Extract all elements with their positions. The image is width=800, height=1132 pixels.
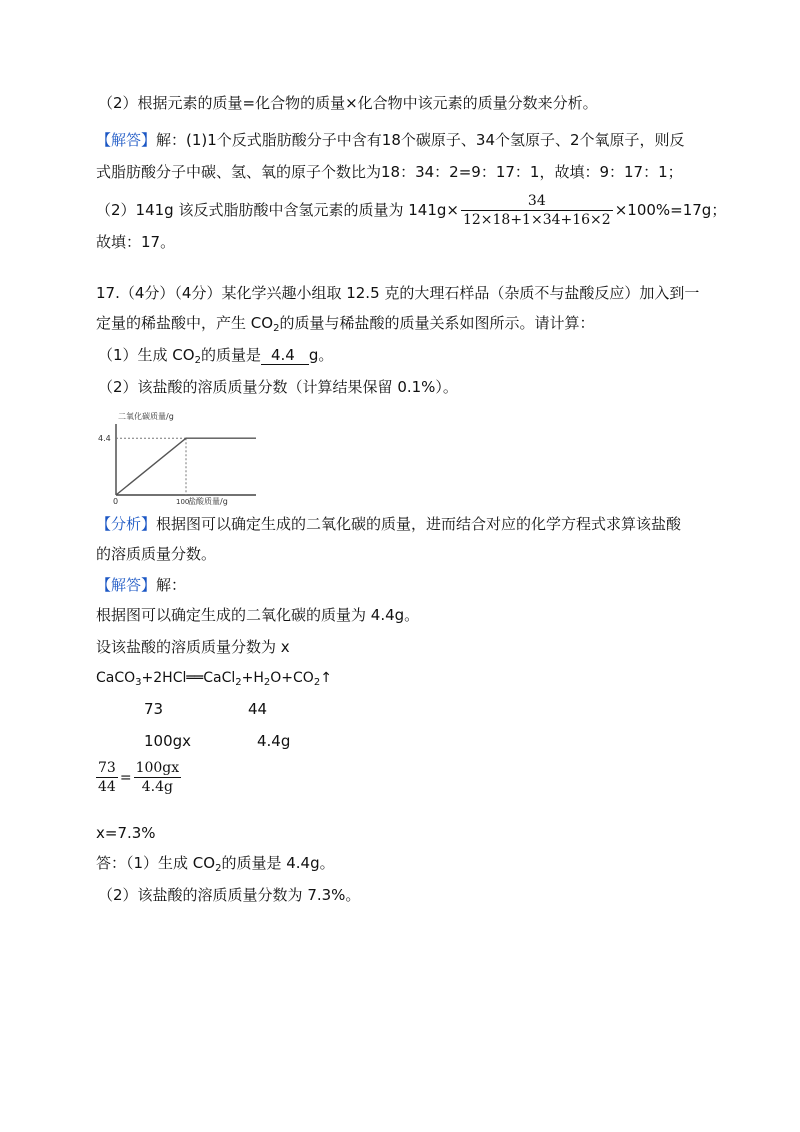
answer-line-4: 故填：17。: [96, 233, 176, 251]
hydrogen-fraction: $\frac{34}{12\times 18+1\times 34+16\times 2}$: [462, 193, 611, 228]
chart-y-label: 二氧化碳质量/g: [118, 412, 174, 421]
solution-tag: 【解答】: [96, 576, 157, 594]
answer-tag: 【解答】: [96, 131, 157, 149]
answer-line-3: （2）141g 该反式脂肪酸中含氢元素的质量为 141g× $\frac{34}{12\times 18+1\times 34+16\times 2}$ ×100%=17g；: [96, 193, 727, 228]
chart-y-tick-label: 4.4: [98, 434, 111, 444]
solution-line-2: 设该盐酸的溶质质量分数为 x: [96, 638, 290, 656]
analysis-line: （2）根据元素的质量=化合物的质量×化合物中该元素的质量分数来分析。: [98, 94, 598, 112]
chart-x-label: 盐酸质量/g: [188, 497, 228, 506]
molar-mass-co2: 44: [248, 700, 268, 718]
answer-line-2: 式脂肪酸分子中碳、氢、氧的原子个数比为18：34：2=9：17：1，故填：9：17：1；: [96, 163, 683, 181]
value-hcl: 100gx: [144, 732, 192, 750]
value-co2: 4.4g: [257, 732, 291, 750]
solution-line-1: 根据图可以确定生成的二氧化碳的质量为 4.4g。: [96, 606, 420, 624]
question-17-line-1: 17.（4分）（4分）某化学兴趣小组取 12.5 克的大理石样品（杂质不与盐酸反应）加入到一: [96, 284, 700, 302]
final-answer-1: 答：（1）生成 $CO_2$的质量是 4.4g。: [96, 854, 335, 874]
ratio-equation: $\frac{73}{44}$ = $\frac{100gx}{4.4g}$: [98, 760, 180, 795]
molar-mass-caco3: 73: [144, 700, 164, 718]
analysis-tag: 【分析】: [96, 515, 157, 533]
question-17-line-2: 定量的稀盐酸中，产生 $CO_2$的质量与稀盐酸的质量关系如图所示。请计算：: [96, 314, 595, 334]
question-17-part-2: （2）该盐酸的溶质质量分数（计算结果保留 0.1%）。: [98, 378, 458, 396]
analysis-17-line-2: 的溶质质量分数。: [96, 545, 217, 563]
answer-line-1: 【解答】解：(1)1个反式脂肪酸分子中含有18个碳原子、34个氢原子、2个氧原子，则反: [96, 131, 685, 149]
question-17-part-1: （1）生成 $CO_2$的质量是 4.4 g。: [98, 346, 334, 366]
answer-blank: 4.4: [261, 347, 309, 365]
final-answer-2: （2）该盐酸的溶质质量分数为 7.3%。: [98, 886, 361, 904]
analysis-17-line-1: 【分析】根据图可以确定生成的二氧化碳的质量，进而结合对应的化学方程式求算该盐酸: [96, 515, 682, 533]
solution-header: 【解答】解：: [96, 576, 187, 594]
chemical-equation: $CaCO_3+2HCl══CaCl_2+H_2O+CO_2↑$: [96, 670, 332, 688]
chart-x-tick-label: 100: [176, 498, 190, 506]
co2-chart: [96, 408, 266, 508]
chart-x-tick-label: 0: [113, 497, 119, 506]
result: x=7.3%: [96, 824, 156, 842]
